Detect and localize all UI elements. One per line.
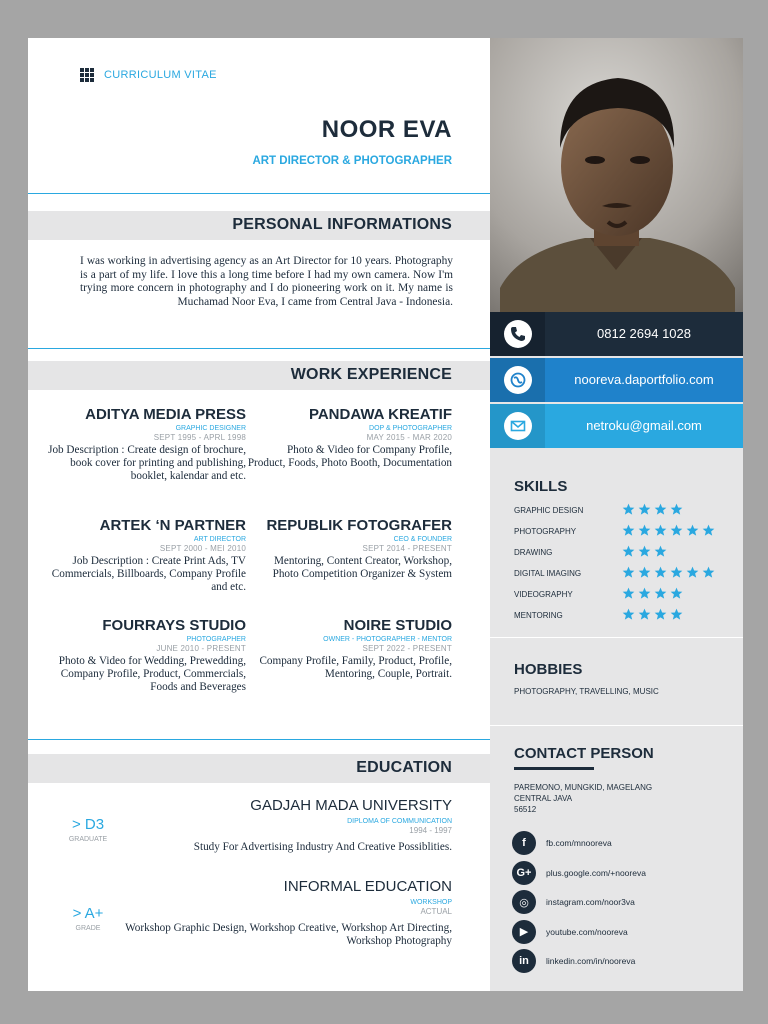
star-icon bbox=[654, 566, 667, 579]
social-link[interactable] bbox=[512, 920, 712, 944]
job-position: CEO & FOUNDER bbox=[393, 536, 452, 543]
skill-row bbox=[514, 587, 724, 603]
education-degree: WORKSHOP bbox=[410, 899, 452, 906]
star-icon bbox=[654, 608, 667, 621]
job-position: ART DIRECTOR bbox=[193, 536, 246, 543]
star-icon bbox=[654, 524, 667, 537]
linkedin-icon: in bbox=[512, 949, 536, 973]
star-icon bbox=[622, 503, 635, 516]
job-description: Company Profile, Family, Product, Profile, Mentoring, Couple, Portrait. bbox=[259, 655, 452, 681]
skill-name: MENTORING bbox=[514, 611, 563, 620]
hobbies-title: HOBBIES bbox=[514, 661, 583, 678]
job-description: Photo & Video for Wedding, Prewedding, Company Profile, Product, Commercials, Foods and Beverages bbox=[58, 655, 246, 694]
star-icon bbox=[638, 503, 651, 516]
star-icon bbox=[638, 566, 651, 579]
education-description: Study For Advertising Industry And Creative Possiblities. bbox=[193, 841, 452, 853]
skill-name: GRAPHIC DESIGN bbox=[514, 506, 584, 515]
job-dates: JUNE 2010 - PRESENT bbox=[156, 644, 246, 653]
contact-person-title: CONTACT PERSON bbox=[514, 745, 654, 762]
job-entry bbox=[41, 617, 246, 695]
job-dates: MAY 2015 - MAR 2020 bbox=[366, 433, 452, 442]
facebook-icon: f bbox=[512, 831, 536, 855]
portrait-image bbox=[490, 38, 743, 312]
star-icon bbox=[670, 566, 683, 579]
about-text: I was working in advertising agency as an Art Director for 10 years. Photography is a part of my life. I love this a long time before I had my own camera. Now I'm trying more concern in photography and I do pioneering work on it. My name is Muchamad Noor Eva, I came from Central Java - Indonesia. bbox=[80, 255, 453, 308]
address-line: PAREMONO, MUNGKID, MAGELANG bbox=[514, 783, 653, 792]
postal-code: 56512 bbox=[514, 805, 537, 814]
section-title: PERSONAL INFORMATIONS bbox=[232, 216, 452, 233]
job-position: PHOTOGRAPHER bbox=[186, 636, 246, 643]
education-grade bbox=[58, 905, 118, 933]
social-text: instagram.com/noor3va bbox=[546, 897, 635, 907]
skill-name: VIDEOGRAPHY bbox=[514, 590, 573, 599]
job-company: FOURRAYS STUDIO bbox=[102, 617, 246, 634]
star-icon bbox=[702, 566, 715, 579]
job-dates: SEPT 1995 - APRL 1998 bbox=[153, 433, 246, 442]
phone-text: 0812 2694 1028 bbox=[545, 312, 743, 356]
education-dates: 1994 - 1997 bbox=[409, 826, 452, 835]
email-icon-box bbox=[490, 404, 545, 448]
star-icon bbox=[670, 608, 683, 621]
divider-line bbox=[490, 725, 743, 726]
hobbies-text: PHOTOGRAPHY, TRAVELLING, MUSIC bbox=[514, 687, 659, 696]
section-title: EDUCATION bbox=[356, 759, 452, 776]
star-icon bbox=[622, 545, 635, 558]
star-icon bbox=[686, 524, 699, 537]
job-dates: SEPT 2000 - MEI 2010 bbox=[159, 544, 246, 553]
star-icon bbox=[638, 545, 651, 558]
divider-line bbox=[28, 193, 490, 194]
education-dates: ACTUAL bbox=[420, 907, 452, 916]
job-entry bbox=[247, 617, 452, 681]
education-degree: DIPLOMA OF COMMUNICATION bbox=[347, 818, 452, 825]
job-description: Mentoring, Content Creator, Workshop, Photo Competition Organizer & System bbox=[272, 555, 452, 581]
phone-icon-box bbox=[490, 312, 545, 356]
social-link[interactable] bbox=[512, 861, 712, 885]
social-text: plus.google.com/+nooreva bbox=[546, 867, 646, 878]
education-description: Workshop Graphic Design, Workshop Creative, Workshop Art Directing, Workshop Photography bbox=[125, 922, 452, 947]
phone-icon bbox=[504, 320, 532, 348]
cv-label: CURRICULUM VITAE bbox=[104, 69, 217, 81]
skill-name: DIGITAL IMAGING bbox=[514, 569, 582, 578]
star-icon bbox=[686, 566, 699, 579]
star-icon bbox=[654, 545, 667, 558]
skill-row bbox=[514, 545, 724, 561]
star-icon bbox=[622, 524, 635, 537]
star-icon bbox=[702, 524, 715, 537]
education-entry bbox=[122, 878, 452, 948]
job-entry bbox=[247, 406, 452, 470]
star-icon bbox=[670, 524, 683, 537]
skill-rating bbox=[622, 503, 683, 516]
globe-icon bbox=[504, 366, 532, 394]
cv-page bbox=[28, 38, 743, 991]
skill-row bbox=[514, 503, 724, 519]
profile-photo bbox=[490, 38, 743, 312]
youtube-icon: ▶ bbox=[512, 920, 536, 944]
skill-rating bbox=[622, 524, 715, 537]
job-company: NOIRE STUDIO bbox=[343, 617, 452, 634]
skill-row bbox=[514, 524, 724, 540]
skill-name: PHOTOGRAPHY bbox=[514, 527, 577, 536]
contact-email[interactable] bbox=[490, 404, 743, 448]
left-column bbox=[28, 38, 490, 991]
job-company: REPUBLIK FOTOGRAFER bbox=[266, 517, 452, 534]
social-text: youtube.com/nooreva bbox=[546, 926, 628, 937]
job-description: Job Description : Create Print Ads, TV Commercials, Billboards, Company Profile and etc. bbox=[51, 555, 246, 594]
job-description: Photo & Video for Company Profile, Product, Foods, Photo Booth, Documentation bbox=[247, 444, 452, 470]
job-dates: SEPT 2022 - PRESENT bbox=[362, 644, 452, 653]
person-role: ART DIRECTOR & PHOTOGRAPHER bbox=[252, 155, 452, 167]
website-icon-box bbox=[490, 358, 545, 402]
job-company: PANDAWA KREATIF bbox=[308, 406, 452, 423]
grade-value: > D3 bbox=[71, 816, 105, 833]
skill-rating bbox=[622, 566, 715, 579]
skill-rating bbox=[622, 608, 683, 621]
job-dates: SEPT 2014 - PRESENT bbox=[362, 544, 452, 553]
education-grade bbox=[58, 816, 118, 844]
star-icon bbox=[638, 587, 651, 600]
skill-rating bbox=[622, 545, 667, 558]
grade-value: > A+ bbox=[72, 905, 104, 922]
section-header-personal bbox=[28, 211, 490, 240]
star-icon bbox=[622, 587, 635, 600]
right-column bbox=[490, 38, 743, 991]
skill-name: DRAWING bbox=[514, 548, 553, 557]
star-icon bbox=[638, 608, 651, 621]
education-school: GADJAH MADA UNIVERSITY bbox=[250, 797, 452, 814]
section-header-work bbox=[28, 361, 490, 390]
divider-line bbox=[28, 739, 490, 740]
education-school: INFORMAL EDUCATION bbox=[283, 878, 452, 895]
divider-line bbox=[490, 637, 743, 638]
job-company: ADITYA MEDIA PRESS bbox=[85, 406, 246, 423]
grade-label: GRADE bbox=[75, 925, 101, 932]
social-link[interactable] bbox=[512, 949, 712, 973]
star-icon bbox=[670, 503, 683, 516]
email-text: netroku@gmail.com bbox=[545, 404, 743, 448]
skill-row bbox=[514, 608, 724, 624]
section-title: WORK EXPERIENCE bbox=[290, 366, 452, 383]
star-icon bbox=[638, 524, 651, 537]
website-text: nooreva.daportfolio.com bbox=[545, 358, 743, 402]
cv-tag bbox=[80, 68, 217, 82]
job-entry bbox=[41, 406, 246, 484]
instagram-icon: ◎ bbox=[512, 890, 536, 914]
section-header-education bbox=[28, 754, 490, 783]
address-line: CENTRAL JAVA bbox=[514, 794, 573, 803]
envelope-icon bbox=[504, 412, 532, 440]
star-icon bbox=[622, 608, 635, 621]
job-position: DOP & PHOTOGRAPHER bbox=[369, 425, 452, 432]
grid-icon bbox=[80, 68, 94, 82]
address-block bbox=[514, 782, 652, 815]
job-position: GRAPHIC DESIGNER bbox=[175, 425, 246, 432]
person-name: NOOR EVA bbox=[321, 116, 452, 143]
star-icon bbox=[622, 566, 635, 579]
skill-rating bbox=[622, 587, 683, 600]
job-position: OWNER - PHOTOGRAPHER - MENTOR bbox=[323, 636, 452, 643]
job-description: Job Description : Create design of brochure, book cover for printing and publishing, booklet, kalendar and etc. bbox=[48, 444, 246, 483]
skill-row bbox=[514, 566, 724, 582]
star-icon bbox=[654, 587, 667, 600]
job-entry bbox=[247, 517, 452, 581]
social-link[interactable] bbox=[512, 890, 712, 914]
google-plus-icon: G+ bbox=[512, 861, 536, 885]
contact-phone[interactable] bbox=[490, 312, 743, 356]
social-text: linkedin.com/in/nooreva bbox=[546, 956, 636, 966]
skills-title: SKILLS bbox=[514, 478, 568, 495]
grade-label: GRADUATE bbox=[68, 836, 108, 843]
education-entry bbox=[122, 797, 452, 854]
divider-line bbox=[28, 348, 490, 349]
job-company: ARTEK ‘N PARTNER bbox=[99, 517, 246, 534]
star-icon bbox=[670, 587, 683, 600]
star-icon bbox=[654, 503, 667, 516]
social-link[interactable] bbox=[512, 831, 712, 855]
contact-website[interactable] bbox=[490, 358, 743, 402]
title-underline bbox=[514, 767, 594, 770]
social-text: fb.com/mnooreva bbox=[546, 838, 612, 848]
job-entry bbox=[41, 517, 246, 595]
